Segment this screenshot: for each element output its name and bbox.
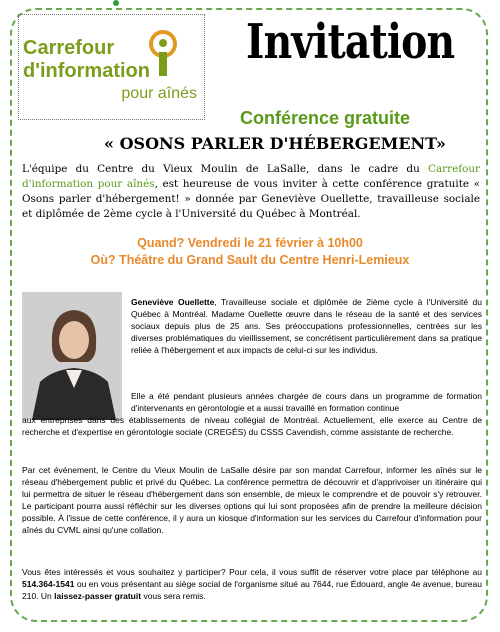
- registration-text-2: ou en vous présentant au siège social de l'organisme situé au 7644, rue Édouard, angle 4e avenue, bureau 210. Un: [22, 579, 482, 601]
- event-when: Quand? Vendredi le 21 février à 10h00: [137, 236, 363, 250]
- logo-line3: pour aînés: [121, 85, 197, 102]
- conference-subtitle: Conférence gratuite: [240, 108, 411, 128]
- speaker-bio: [131, 296, 482, 356]
- intro-paragraph: [22, 162, 480, 222]
- free-pass: laissez-passer gratuit: [54, 591, 142, 601]
- logo-line2: d'information: [23, 60, 150, 82]
- phone-number: 514.364-1541: [22, 579, 75, 589]
- logo: [20, 18, 203, 118]
- conference-topic: « OSONS PARLER D'HÉBERGEMENT»: [104, 134, 446, 153]
- intro-text-2: , est heureuse de vous inviter à cette conférence gratuite « Osons parler d'hébergement! » donnée par Geneviève Ouellette, travailleuse sociale et diplômée de 2ème cycle à l'Université du Québec à Montréal.: [22, 178, 481, 220]
- info-icon: [148, 24, 178, 78]
- intro-org: Carrefour d'information pour aînés: [22, 163, 480, 190]
- logo-line1: Carrefour: [23, 37, 115, 59]
- speaker-name: Geneviève Ouellette: [131, 297, 215, 307]
- intro-text-1: L'équipe du Centre du Vieux Moulin de LaSalle, dans le cadre du: [22, 163, 428, 175]
- speaker-experience-1: Elle a été pendant plusieurs années chargée de cours dans un programme de formation d'intervenants en gérontologie et a aussi travaillé en formation continue: [131, 391, 482, 413]
- event-description: Par cet événement, le Centre du Vieux Moulin de LaSalle désire par son mandat Carrefour, informer les aînés sur le réseau d'hébergement public et privé du Québec. La conférence permettra de découvrir et d'apprivoiser un itinéraire qui lui permettra de situer le réseau d'hébergement dans son ensemble, de mieux le comprendre et de pouvoir s'y retrouver. Le participant pourra aussi réfléchir sur les diverses options qui lui sont proposées afin de prendre la meilleure décision possible. À l'issue de cette conférence, il y aura un kiosque d'information sur les services du Carrefour d'information pour aînés du CVML ainsi qu'une collation.: [22, 465, 482, 535]
- registration-text-3: vous sera remis.: [141, 591, 206, 601]
- registration-info: [22, 566, 482, 602]
- speaker-experience-2: aux entreprises dans des établissements de niveau collégial de Montréal. Actuellement, elle exerce au Centre de recherche et d'expertise en gérontologie sociale (CREGÉS) du CSSS Cavendish, comme assistante de recherche.: [22, 415, 482, 437]
- registration-text-1: Vous êtes intéressés et vous souhaitez y participer? Pour cela, il vous suffit de réserver votre place par téléphone au: [22, 567, 482, 577]
- speaker-bio-text: , Travailleuse sociale et diplômée de 2ième cycle à l'Université du Québec à Montréal. Madame Ouellette œuvre dans le réseau de la santé et des services sociaux depuis plus de 25 ans. Ses préoccupations professionnelles, centrées sur les diverses problématiques du vieillissement, se concrétisent particulièrement dans sa pratique reliée à l'hébergement et aux impacts de celui-ci sur les individus.: [131, 297, 482, 355]
- event-where: Où? Théâtre du Grand Sault du Centre Henri-Lemieux: [90, 253, 410, 267]
- page-title: Invitation: [246, 14, 455, 70]
- speaker-photo: [22, 292, 122, 420]
- rotation-handle-icon[interactable]: [113, 0, 119, 6]
